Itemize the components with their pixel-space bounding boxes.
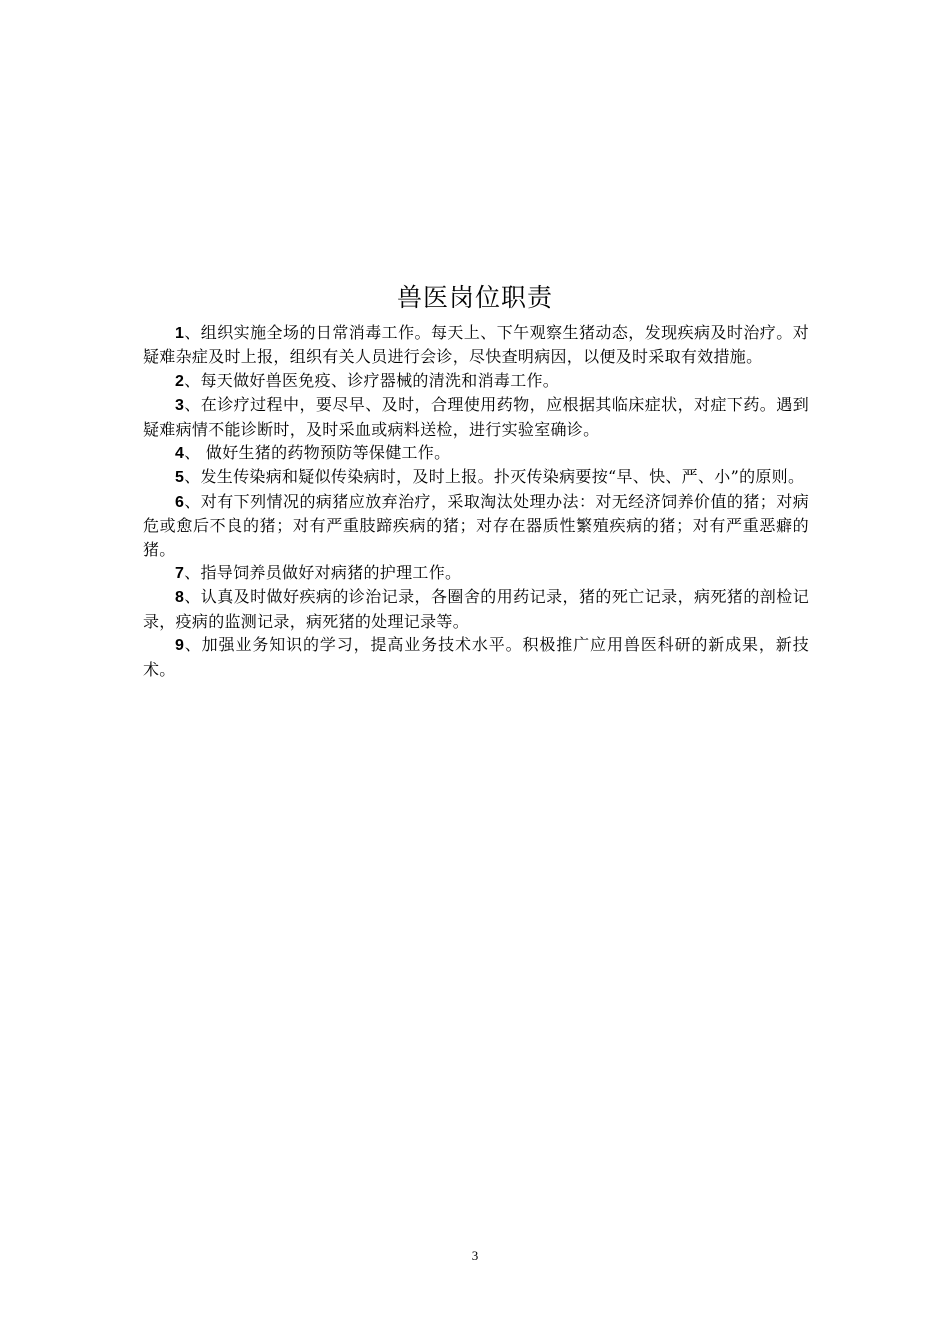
paragraph-3 xyxy=(143,393,809,441)
paragraph-1 xyxy=(143,321,809,369)
paragraph-number: 7 xyxy=(175,565,185,583)
paragraph-5 xyxy=(143,465,809,489)
paragraph-7 xyxy=(143,561,809,585)
document-body xyxy=(143,321,809,681)
paragraph-6 xyxy=(143,490,809,561)
paragraph-2 xyxy=(143,369,809,393)
paragraph-number: 3 xyxy=(175,397,185,415)
paragraph-text: 、对有下列情况的病猪应放弃治疗，采取淘汰处理办法：对无经济饲养价值的猪；对病危或愈后不良的猪；对有严重肢蹄疾病的猪；对存在器质性繁殖疾病的猪；对有严重恶癖的猪。 xyxy=(143,491,809,559)
paragraph-4 xyxy=(143,441,809,465)
paragraph-number: 9 xyxy=(175,637,185,655)
paragraph-number: 5 xyxy=(175,469,185,487)
paragraph-text: 、每天做好兽医免疫、诊疗器械的清洗和消毒工作。 xyxy=(184,370,560,390)
paragraph-8 xyxy=(143,585,809,633)
paragraph-text: 、加强业务知识的学习，提高业务技术水平。积极推广应用兽医科研的新成果，新技术。 xyxy=(143,635,809,679)
paragraph-9 xyxy=(143,633,809,681)
paragraph-text: 、在诊疗过程中，要尽早、及时，合理使用药物，应根据其临床症状，对症下药。遇到疑难病情不能诊断时，及时采血或病料送检，进行实验室确诊。 xyxy=(143,395,809,439)
page-number: 3 xyxy=(471,1248,479,1263)
paragraph-number: 8 xyxy=(175,589,185,607)
document-title: 兽医岗位职责 xyxy=(396,283,553,312)
paragraph-text: 、指导饲养员做好对病猪的护理工作。 xyxy=(184,563,462,583)
paragraph-number: 4 xyxy=(175,445,185,463)
paragraph-text: 、 做好生猪的药物预防等保健工作。 xyxy=(184,443,451,463)
paragraph-number: 2 xyxy=(175,372,185,390)
paragraph-text: 、发生传染病和疑似传染病时，及时上报。扑灭传染病要按“早、快、严、小”的原则。 xyxy=(184,467,805,487)
paragraph-number: 6 xyxy=(175,493,185,511)
paragraph-text: 、组织实施全场的日常消毒工作。每天上、下午观察生猪动态，发现疾病及时治疗。对疑难杂症及时上报，组织有关人员进行会诊，尽快查明病因，以便及时采取有效措施。 xyxy=(143,323,809,367)
paragraph-number: 1 xyxy=(175,325,185,342)
paragraph-text: 、认真及时做好疾病的诊治记录，各圈舍的用药记录，猪的死亡记录，病死猪的剖检记录，疫病的监测记录，病死猪的处理记录等。 xyxy=(143,587,809,631)
